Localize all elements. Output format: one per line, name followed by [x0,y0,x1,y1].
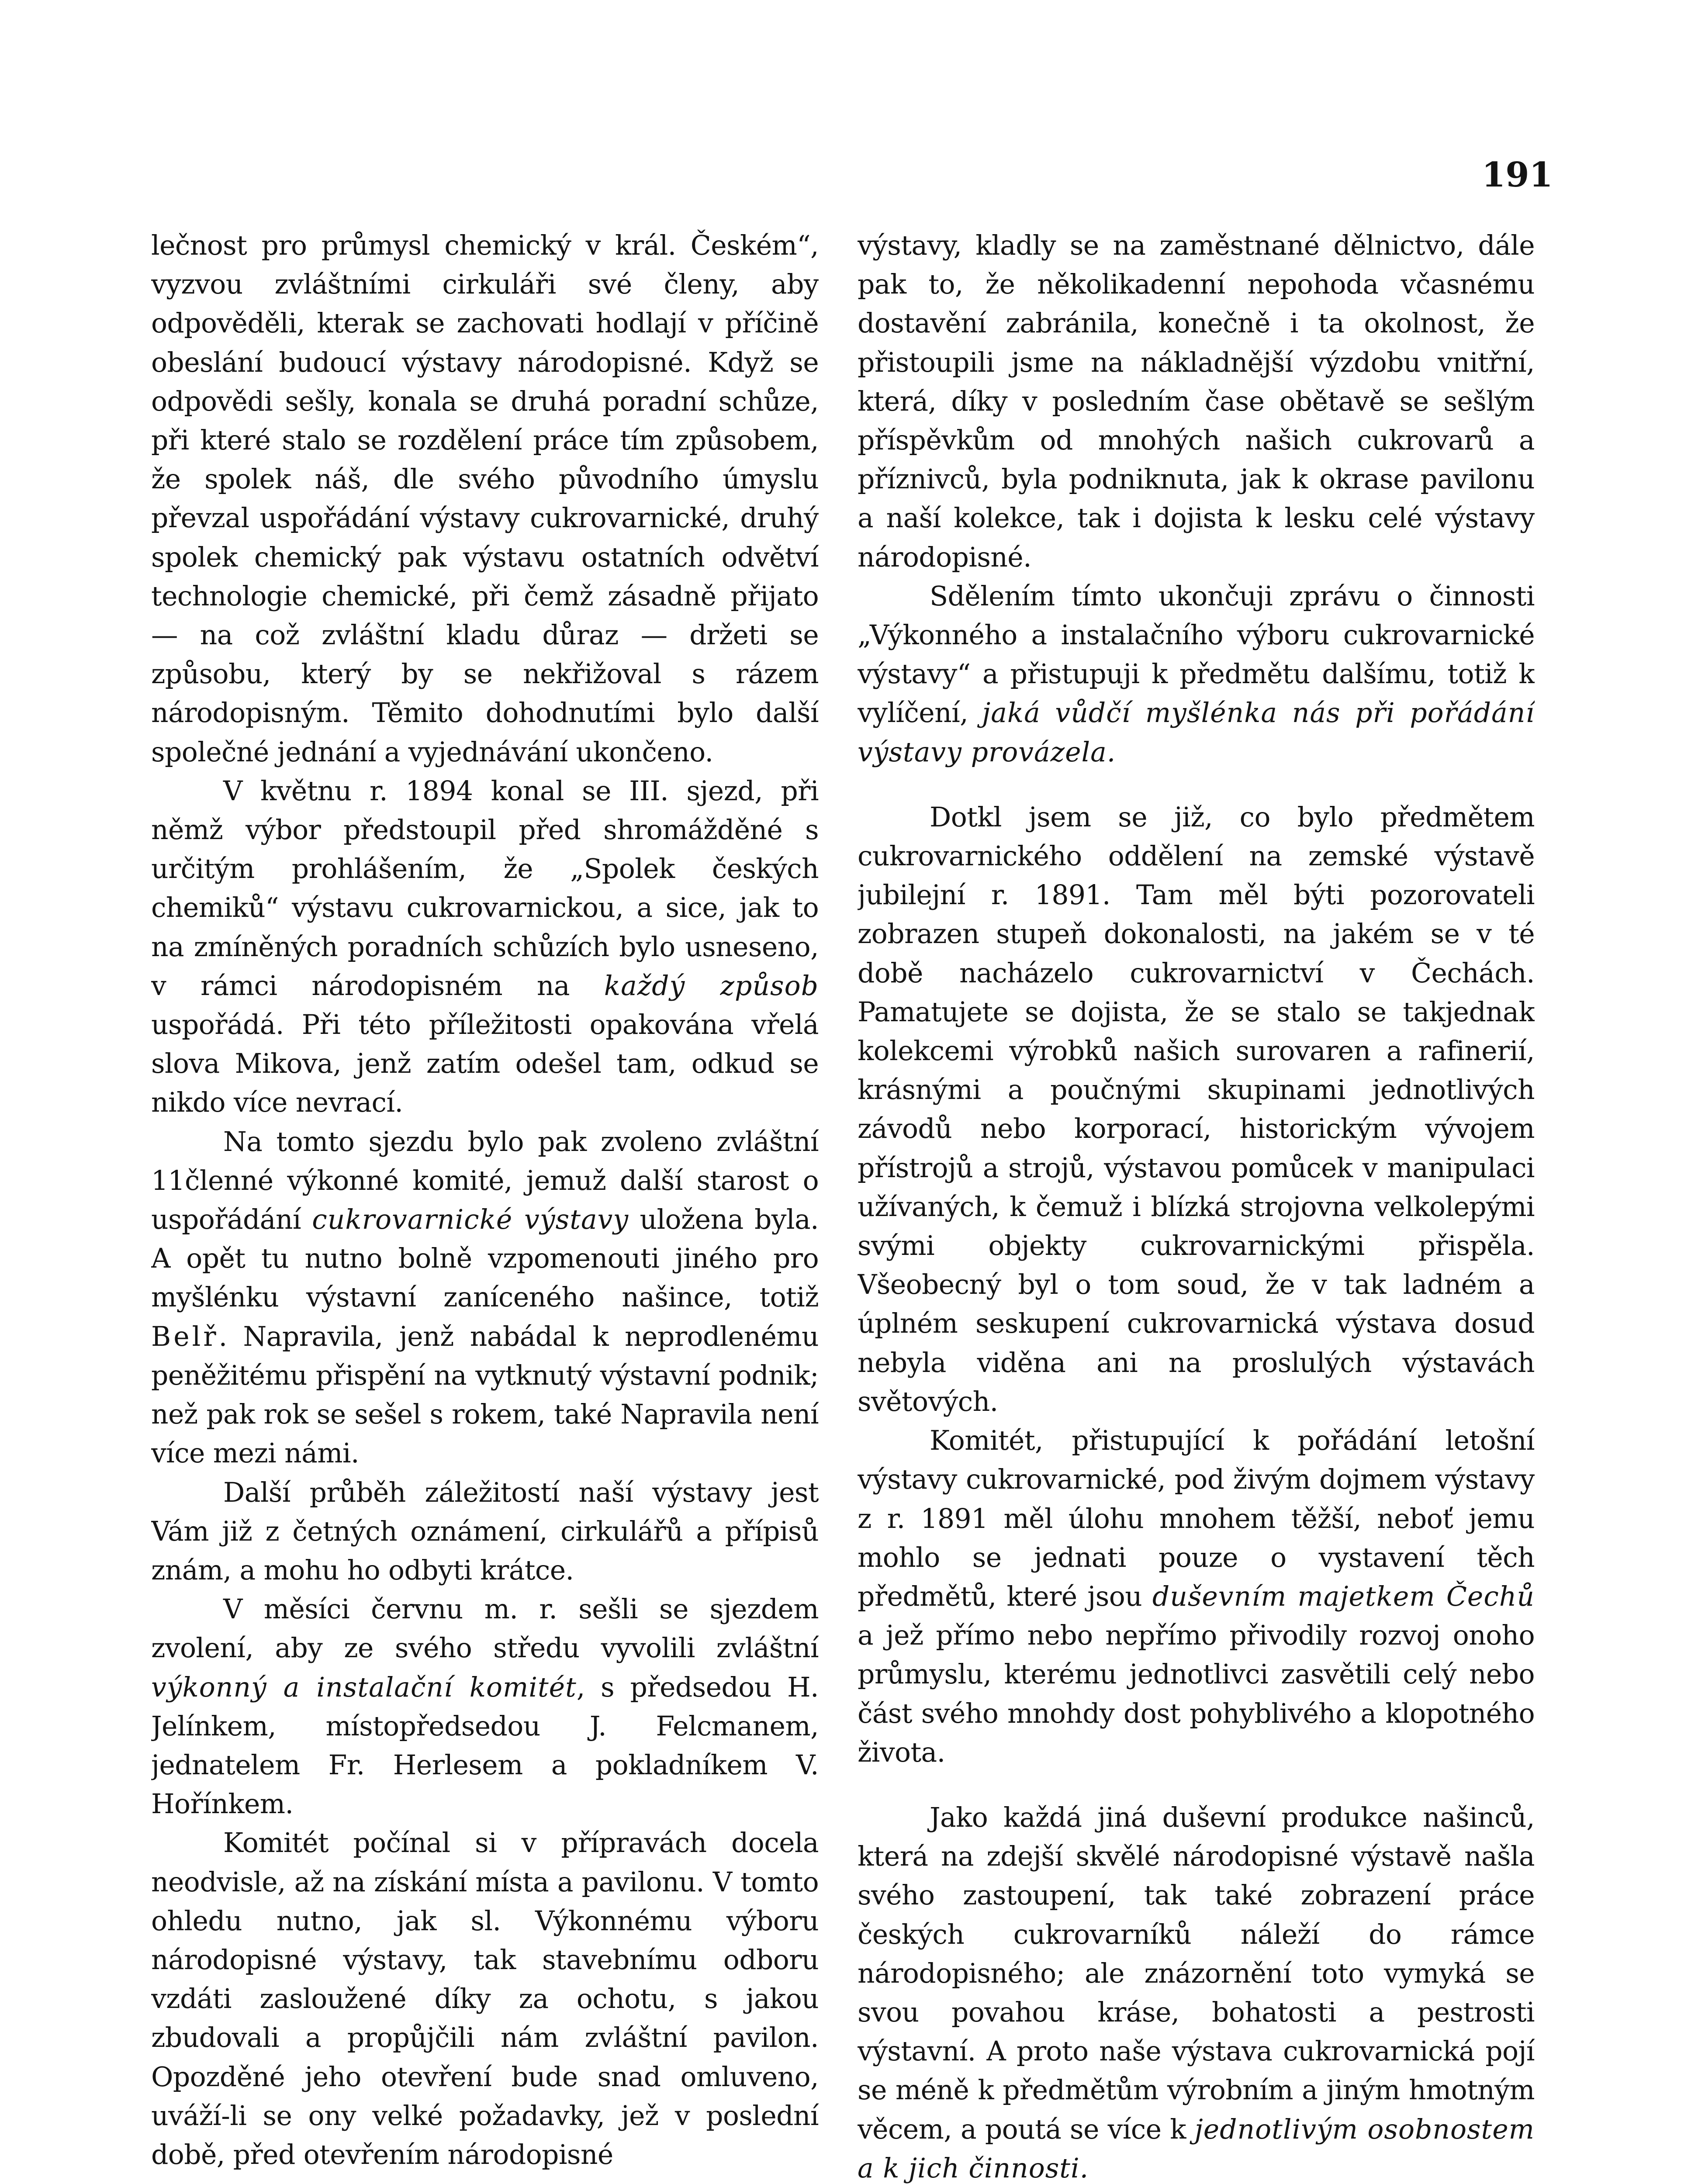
italic-text: jaká vůdčí myšlénka nás při pořádání výstavy provázela. [858,697,1535,768]
text-run: V měsíci červnu m. r. sešli se sjezdem zvolení, aby ze svého středu vyvolili zvláštní [151,1593,819,1664]
paragraph [858,577,1535,772]
paragraph [151,772,819,1123]
text-run: uložena byla. A opět tu nutno bolně vzpomenouti jiného pro myšlénku výstavní zaníceného našince, totiž [151,1204,819,1313]
paragraph: Dotkl jsem se již, co bylo předmětem cukrovarnického oddělení na zemské výstavě jubilejní r. 1891. Tam měl býti pozorovateli zobrazen stupeň dokonalosti, na jakém se v té době nacházelo cukrovarnictví v Čechách. Pamatujete se dojista, že se stalo se takjednak kolekcemi výrobků našich surovaren a rafinerií, krásnými a poučnými skupinami jednotlivých závodů nebo korporací, historickým vývojem přístrojů a strojů, výstavou pomůcek v manipulaci užívaných, k čemuž i blízká strojovna velkolepými svými objekty cukrovarnickými přispěla. Všeobecný byl o tom soud, že v tak ladném a úplném seskupení cukrovarnická výstava dosud nebyla viděna ani na proslulých výstavách světových. [858,801,1535,1417]
paragraph: lečnost pro průmysl chemický v král. Českém“, vyzvou zvláštními cirkuláři své členy, aby odpověděli, kterak se zachovati hodlají v příčině obeslání budoucí výstavy národopisné. Když se odpovědi sešly, konala se druhá poradní schůze, při které stalo se rozdělení práce tím způsobem, že spolek náš, dle svého původního úmyslu převzal uspořádání výstavy cukrovarnické, druhý spolek chemický pak výstavu ostatních odvětví technologie chemické, při čemž zásadně přijato — na což zvláštní kladu důraz — držeti se způsobu, který by se nekřižoval s rázem národopisným. Těmito dohodnutími bylo další společné jednání a vyjednávání ukončeno. [151,230,819,768]
text-run: Na tomto sjezdu bylo pak zvoleno zvláštní 11členné výkonné komité, jemuž další starost o uspořádání [151,1126,819,1236]
italic-text: cukrovarnické výstavy [312,1204,629,1236]
italic-text: každý způsob [604,970,819,1002]
paragraph [151,1590,819,1824]
text-run: Sdělením tímto ukončuji zprávu o činnosti „Výkonného a instalačního výboru cukrovarnické výstavy“ a přistupuji k předmětu dalšímu, totiž k vylíčení, [858,580,1535,729]
paragraph [858,1421,1535,1772]
spaced-name: Belř [151,1320,219,1352]
page-number: 191 [1482,155,1553,195]
text-run: , s předsedou H. Jelínkem, místopředsedou J. Felcmanem, jednatelem Fr. Herlesem a pokladníkem V. Hořínkem. [151,1671,819,1820]
paragraph [151,1123,819,1473]
paragraph: výstavy, kladly se na zaměstnané dělnictvo, dále pak to, že několikadenní nepohoda včasnému dostavění zabránila, konečně i ta okolnost, že přistoupili jsme na nákladnější výzdobu vnitřní, která, díky v posledním čase obětavě se sešlým příspěvkům od mnohých našich cukrovarů a příznivců, byla podniknuta, jak k okrase pavilonu a naší kolekce, tak i dojista k lesku celé výstavy národopisné. [858,230,1535,573]
text-run: V květnu r. 1894 konal se III. sjezd, při němž výbor předstoupil před shromážděné s určitým prohlášením, že „Spolek českých chemiků“ výstavu cukrovarnickou, a sice, jak to na zmíněných poradních schůzích bylo usneseno, v rámci národopisném na [151,775,819,1002]
paragraph: Další průběh záležitostí naší výstavy jest Vám již z četných oznámení, cirkulářů a přípisů znám, a mohu ho odbyti krátce. [151,1476,819,1586]
text-run: . Napravila, jenž nabádal k neprodlenému peněžitému přispění na vytknutý výstavní podnik; než pak rok se sešel s rokem, také Napravila není více mezi námi. [151,1320,819,1469]
left-text-column [151,226,819,2184]
right-text-column [858,226,1535,2184]
italic-text: duševním majetkem Čechů [1152,1580,1535,1612]
italic-text: výkonný a instalační komitét [151,1671,577,1703]
text-run: Jako každá jiná duševní produkce našinců, která na zdejší skvělé národopisné výstavě našla svého zastoupení, tak také zobrazení práce českých cukrovarníků náleží do rámce národopisného; ale znázornění toto vymyká se svou povahou kráse, bohatosti a pestrosti výstavní. A proto naše výstava cukrovarnická pojí se méně k předmětům výrobním a jiným hmotným věcem, a poutá se více k [858,1801,1535,2145]
paragraph: Komitét počínal si v přípravách docela neodvisle, až na získání místa a pavilonu. V tomto ohledu nutno, jak sl. Výkonnému výboru národopisné výstavy, tak stavebnímu odboru vzdáti zasloužené díky za ochotu, s jakou zbudovali a propůjčili nám zvláštní pavilon. Opozděné jeho otevření bude snad omluveno, uváží-li se ony velké požadavky, jež v poslední době, před otevřením národopisné [151,1827,819,2170]
text-run: Komitét, přistupující k pořádání letošní výstavy cukrovarnické, pod živým dojmem výstavy z r. 1891 měl úlohu mnohem těžší, neboť jemu mohlo se jednati pouze o vystavení těch předmětů, které jsou [858,1425,1535,1612]
text-run: uspořádá. Při této příležitosti opakována vřelá slova Mikova, jenž zatím odešel tam, odkud se nikdo více nevrací. [151,1009,819,1119]
text-run: a jež přímo nebo nepřímo přivodily rozvoj onoho průmyslu, kterému jednotlivci zasvětili celý nebo část svého mnohdy dost pohyblivého a klopotného života. [858,1620,1535,1768]
italic-text: jednotlivým osobnostem a k jich činnosti. [858,2113,1535,2184]
paragraph [858,1798,1535,2184]
